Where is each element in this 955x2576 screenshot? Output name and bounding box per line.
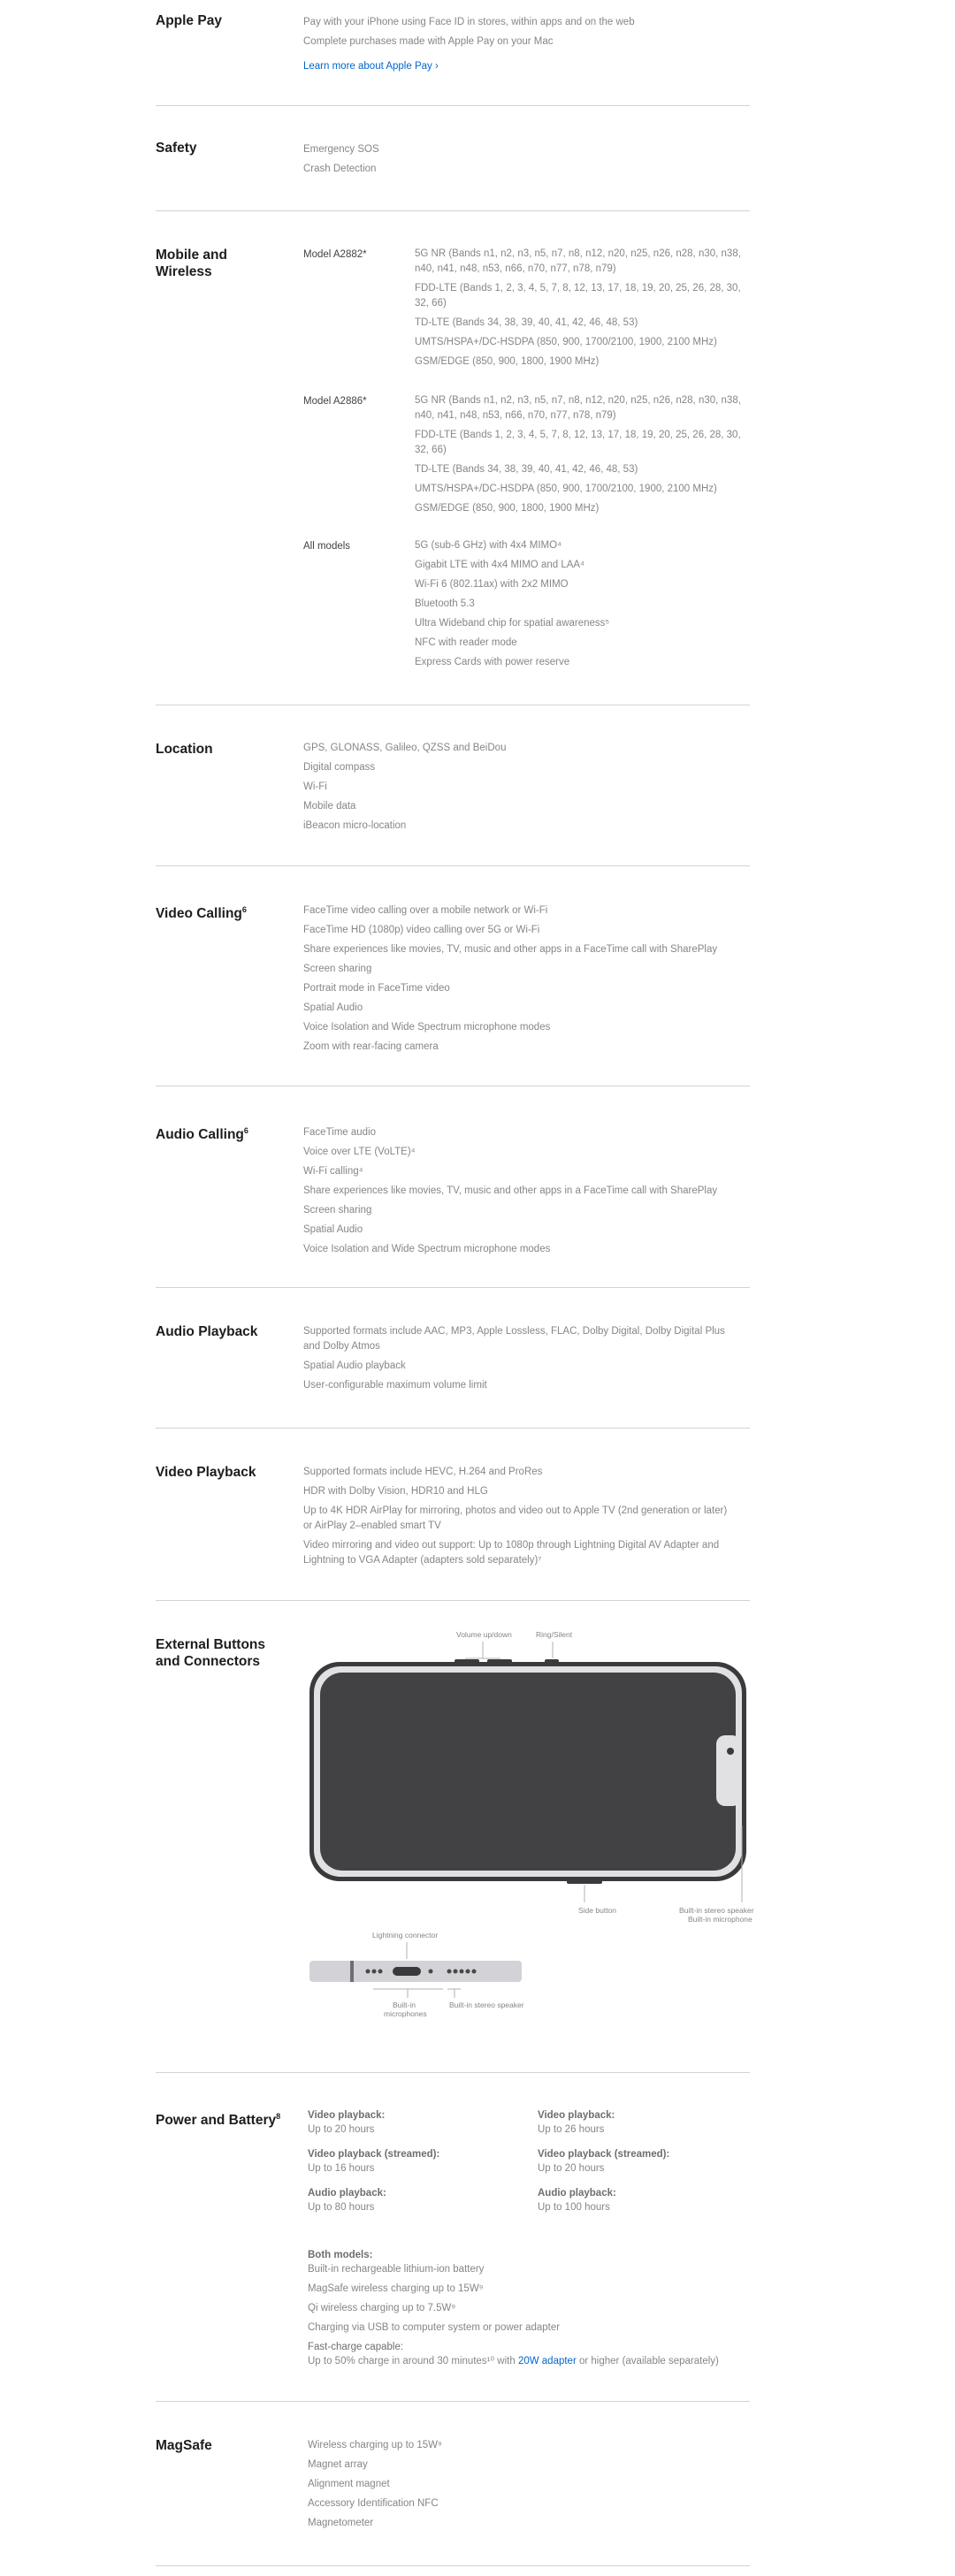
spec-line: 32, 66) (415, 445, 447, 455)
battery-spec-value: Up to 20 hours (308, 2124, 375, 2135)
section-divider (156, 2401, 750, 2402)
spec-line: Built-in rechargeable lithium-ion battery (308, 2264, 485, 2275)
power-battery-heading-text: Power and Battery (156, 2113, 277, 2129)
apple-pay-details (303, 12, 635, 76)
section-divider (156, 865, 750, 866)
video-calling-heading (156, 902, 288, 922)
spec-line: Complete purchases made with Apple Pay on your Mac (303, 36, 554, 47)
spec-line: Supported formats include AAC, MP3, Apple Lossless, FLAC, Dolby Digital, Dolby Digital Plus (303, 1326, 725, 1337)
location-heading: Location (156, 742, 213, 757)
side-button (567, 1879, 602, 1884)
spec-line: Wi-Fi calling⁴ (303, 1166, 363, 1177)
spec-line: Spatial Audio playback (303, 1360, 406, 1371)
model-a2882-details (415, 247, 741, 370)
lightning-port (393, 1967, 421, 1976)
spec-line: HDR with Dolby Vision, HDR10 and HLG (303, 1486, 488, 1497)
safety-heading: Safety (156, 141, 197, 156)
phone-screen (320, 1673, 736, 1871)
section-divider (156, 1287, 750, 1288)
spec-line: Mobile data (303, 801, 356, 812)
spec-line: 5G NR (Bands n1, n2, n3, n5, n7, n8, n12, n20, n25, n26, n28, n30, n38, (415, 248, 741, 259)
lightning-connector-label: Lightning connector (372, 1931, 439, 1940)
battery-spec-value: Up to 80 hours (308, 2202, 375, 2213)
battery-spec-heading: Video playback (streamed): (538, 2149, 670, 2160)
spec-line: User-configurable maximum volume limit (303, 1380, 487, 1391)
spec-line: Charging via USB to computer system or power adapter (308, 2322, 561, 2333)
magsafe-heading: MagSafe (156, 2438, 212, 2453)
spec-line: TD-LTE (Bands 34, 38, 39, 40, 41, 42, 46, 48, 53) (415, 317, 638, 328)
spec-line: UMTS/HSPA+/DC-HSDPA (850, 900, 1700/2100, 1900, 2100 MHz) (415, 337, 717, 347)
section-divider (156, 1600, 750, 1601)
battery-spec-heading: Video playback: (538, 2110, 615, 2121)
spec-line: Bluetooth 5.3 (415, 598, 475, 609)
spec-line: MagSafe wireless charging up to 15W⁹ (308, 2283, 484, 2294)
battery-spec-heading: Audio playback: (308, 2188, 386, 2199)
spec-line: Supported formats include HEVC, H.264 and ProRes (303, 1467, 543, 1477)
battery-model-left (308, 2108, 439, 2214)
spec-line: Screen sharing (303, 964, 372, 974)
location-details (303, 738, 506, 835)
spec-line: iBeacon micro-location (303, 820, 407, 831)
magsafe-details (308, 2435, 442, 2533)
spec-line: and Dolby Atmos (303, 1341, 380, 1352)
spec-line: Alignment magnet (308, 2479, 390, 2489)
spec-line: FDD-LTE (Bands 1, 2, 3, 4, 5, 7, 8, 12, 13, 17, 18, 19, 20, 25, 26, 28, 30, (415, 430, 741, 440)
spec-line: Lightning to VGA Adapter (adapters sold separately)⁷ (303, 1555, 542, 1566)
antenna-band (350, 1961, 354, 1982)
spec-line: n40, n41, n48, n53, n66, n70, n77, n78, n79) (415, 410, 616, 421)
both-models-heading: Both models: (308, 2250, 373, 2260)
safety-details (303, 140, 379, 179)
footnote-marker: 6 (241, 905, 247, 914)
spec-line: Video mirroring and video out support: Up to 1080p through Lightning Digital AV Adapter and (303, 1540, 720, 1551)
spec-line: FaceTime video calling over a mobile network or Wi-Fi (303, 905, 548, 916)
spec-line: Wireless charging up to 15W⁹ (308, 2440, 442, 2450)
section-divider (156, 1428, 750, 1429)
camera-notch (716, 1735, 741, 1806)
spec-line: GPS, GLONASS, Galileo, QZSS and BeiDou (303, 743, 507, 753)
all-models-details (415, 536, 609, 672)
section-divider (156, 105, 750, 106)
spec-line: Wi-Fi (303, 781, 327, 792)
audio-playback-heading: Audio Playback (156, 1324, 258, 1339)
spec-line: Wi-Fi 6 (802.11ax) with 2x2 MIMO (415, 579, 569, 590)
battery-spec-value: Up to 26 hours (538, 2124, 605, 2135)
mobile-wireless-heading: Mobile and Wireless (156, 248, 227, 279)
spec-line: Spatial Audio (303, 1002, 363, 1013)
section-divider (156, 2072, 750, 2073)
spec-line: Spatial Audio (303, 1224, 363, 1235)
spec-line: Magnetometer (308, 2518, 374, 2528)
video-playback-heading: Video Playback (156, 1465, 256, 1480)
spec-line: FaceTime HD (1080p) video calling over 5G or Wi-Fi (303, 925, 540, 935)
spec-line: Gigabit LTE with 4x4 MIMO and LAA⁴ (415, 560, 585, 570)
video-playback-details (303, 1465, 727, 1568)
spec-line: Qi wireless charging up to 7.5W⁹ (308, 2303, 456, 2313)
apple-pay-heading: Apple Pay (156, 13, 222, 28)
spec-line: Accessory Identification NFC (308, 2498, 439, 2509)
video-calling-heading-text: Video Calling (156, 906, 242, 922)
audio-calling-heading (156, 1123, 288, 1143)
spec-line: GSM/EDGE (850, 900, 1800, 1900 MHz) (415, 503, 600, 514)
microphone-label: Built-in microphone (688, 1915, 753, 1924)
fast-charge-text-end: or higher (available separately) (576, 2356, 719, 2366)
model-a2882-label: Model A2882* (303, 249, 367, 260)
spec-line: 32, 66) (415, 298, 447, 309)
spec-line: Crash Detection (303, 164, 377, 174)
spec-line: Ultra Wideband chip for spatial awareness⁵ (415, 618, 610, 629)
all-models-label: All models (303, 541, 351, 552)
bottom-speaker-label: Built-in stereo speaker (449, 2001, 524, 2009)
iphone-diagram (297, 1627, 757, 2024)
spec-line: Share experiences like movies, TV, music and other apps in a FaceTime call with SharePlay (303, 944, 718, 955)
battery-spec-heading: Video playback: (308, 2110, 386, 2121)
adapter-link[interactable]: 20W adapter (517, 2356, 577, 2366)
audio-playback-details (303, 1324, 725, 1393)
battery-both-models (308, 2248, 719, 2368)
spec-line: Digital compass (303, 762, 376, 773)
footnote-marker: 6 (243, 1126, 248, 1135)
battery-spec-value: Up to 20 hours (538, 2163, 605, 2174)
audio-calling-details (303, 1123, 717, 1259)
fast-charge-line (308, 2354, 719, 2368)
power-battery-heading (156, 2108, 288, 2129)
spec-line: Emergency SOS (303, 144, 379, 155)
spec-line: TD-LTE (Bands 34, 38, 39, 40, 41, 42, 46, 48, 53) (415, 464, 638, 475)
spec-line: Voice Isolation and Wide Spectrum microphone modes (303, 1022, 551, 1033)
spec-line: GSM/EDGE (850, 900, 1800, 1900 MHz) (415, 356, 600, 367)
microphones-label-line2: microphones (384, 2009, 427, 2018)
section-divider (156, 210, 750, 211)
audio-calling-heading-text: Audio Calling (156, 1127, 244, 1143)
front-camera-icon (727, 1748, 734, 1755)
spec-line: NFC with reader mode (415, 637, 517, 648)
spec-line: n40, n41, n48, n53, n66, n70, n77, n78, n79) (415, 263, 616, 274)
spec-line: Magnet array (308, 2459, 368, 2470)
volume-label: Volume up/down (456, 1630, 512, 1639)
spec-line: UMTS/HSPA+/DC-HSDPA (850, 900, 1700/2100, 1900, 2100 MHz) (415, 484, 717, 494)
ring-silent-label: Ring/Silent (536, 1630, 573, 1639)
spec-line: Pay with your iPhone using Face ID in stores, within apps and on the web (303, 17, 635, 27)
fast-charge-text: Up to 50% charge in around 30 minutes¹⁰ with (308, 2356, 518, 2366)
spec-line: 5G (sub-6 GHz) with 4x4 MIMO⁴ (415, 540, 562, 551)
spec-line: FDD-LTE (Bands 1, 2, 3, 4, 5, 7, 8, 12, 13, 17, 18, 19, 20, 25, 26, 28, 30, (415, 283, 741, 293)
spec-line: or AirPlay 2–enabled smart TV (303, 1520, 441, 1531)
speaker-label: Built-in stereo speaker (679, 1906, 754, 1915)
section-divider (156, 2565, 750, 2566)
fast-charge-heading: Fast-charge capable: (308, 2342, 404, 2352)
footnote-marker: 8 (276, 2112, 281, 2121)
spec-line: 5G NR (Bands n1, n2, n3, n5, n7, n8, n12, n20, n25, n26, n28, n30, n38, (415, 395, 741, 406)
spec-line: Up to 4K HDR AirPlay for mirroring, photos and video out to Apple TV (2nd generation or later) (303, 1505, 728, 1516)
model-a2886-details (415, 393, 741, 516)
external-buttons-heading: External Buttons and Connectors (156, 1637, 266, 1669)
spec-line: Voice Isolation and Wide Spectrum microphone modes (303, 1244, 551, 1254)
microphones-label-line1: Built-in (393, 2001, 416, 2009)
spec-line: Share experiences like movies, TV, music and other apps in a FaceTime call with SharePlay (303, 1185, 718, 1196)
battery-model-right (538, 2108, 669, 2214)
spec-line: Zoom with rear-facing camera (303, 1041, 439, 1052)
battery-spec-value: Up to 100 hours (538, 2202, 610, 2213)
spec-line: Screen sharing (303, 1205, 372, 1216)
spec-line: Portrait mode in FaceTime video (303, 983, 450, 994)
spec-line: FaceTime audio (303, 1127, 377, 1138)
model-a2886-label: Model A2886* (303, 396, 367, 407)
battery-spec-heading: Audio playback: (538, 2188, 616, 2199)
battery-spec-heading: Video playback (streamed): (308, 2149, 440, 2160)
apple-pay-learn-more-link[interactable]: Learn more about Apple Pay › (303, 61, 439, 72)
spec-line: Express Cards with power reserve (415, 657, 570, 667)
battery-spec-value: Up to 16 hours (308, 2163, 375, 2174)
video-calling-details (303, 901, 717, 1056)
spec-line: Voice over LTE (VoLTE)⁴ (303, 1147, 416, 1157)
side-button-label: Side button (578, 1906, 617, 1915)
